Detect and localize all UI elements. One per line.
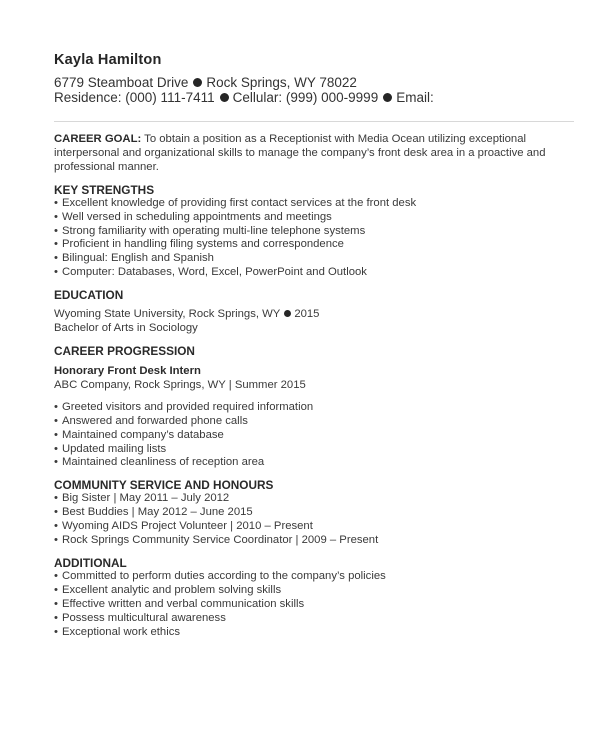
- bullet-icon: •: [54, 456, 58, 469]
- community-section: [54, 478, 574, 548]
- list-item-text: Well versed in scheduling appointments and meetings: [61, 210, 332, 223]
- bullet-icon: •: [54, 597, 58, 610]
- list-item-text: Computer: Databases, Word, Excel, PowerPoint and Outlook: [61, 266, 367, 279]
- job-duties-list: [54, 401, 574, 471]
- bullet-icon: •: [54, 520, 58, 533]
- list-item-text: Rock Springs Community Service Coordinator | 2009 – Present: [61, 534, 379, 547]
- list-item: [54, 401, 574, 415]
- list-item-text: Excellent knowledge of providing first contact services at the front desk: [61, 196, 417, 209]
- city: Rock Springs, WY 78022: [206, 75, 357, 90]
- contact-line-phones: [54, 90, 574, 105]
- education-heading: EDUCATION: [54, 288, 124, 303]
- bullet-icon: •: [54, 428, 58, 441]
- community-heading: COMMUNITY SERVICE AND HONOURS: [54, 478, 274, 493]
- list-item: [54, 492, 574, 506]
- bullet-icon: •: [54, 534, 58, 547]
- list-item: [54, 266, 574, 280]
- key-strengths-section: [54, 183, 574, 280]
- email-label: Email:: [396, 90, 434, 105]
- career-goal: [54, 133, 574, 175]
- cellular-phone: Cellular: (999) 000-9999: [232, 90, 379, 105]
- list-item-text: Big Sister | May 2011 – July 2012: [61, 492, 230, 505]
- key-strengths-list: [54, 197, 574, 280]
- list-item: [54, 429, 574, 443]
- list-item: [54, 225, 574, 239]
- education-section: [54, 288, 574, 336]
- bullet-icon: •: [54, 492, 58, 505]
- separator-dot-icon: [193, 78, 202, 87]
- job-title: Honorary Front Desk Intern: [54, 364, 201, 377]
- list-item-text: Proficient in handling filing systems and correspondence: [61, 238, 344, 251]
- bullet-icon: •: [54, 506, 58, 519]
- bullet-icon: •: [54, 196, 58, 209]
- list-item: [54, 456, 574, 470]
- education-year: 2015: [294, 308, 320, 321]
- address: 6779 Steamboat Drive: [54, 75, 189, 90]
- bullet-icon: •: [54, 611, 58, 624]
- list-item-text: Effective written and verbal communication skills: [61, 597, 305, 610]
- list-item-text: Bilingual: English and Spanish: [61, 252, 214, 265]
- list-item-text: Maintained company’s database: [61, 428, 224, 441]
- separator-dot-icon: [284, 310, 291, 317]
- bullet-icon: •: [54, 252, 58, 265]
- list-item: [54, 415, 574, 429]
- education-degree: Bachelor of Arts in Sociology: [54, 322, 198, 335]
- list-item: [54, 534, 574, 548]
- community-list: [54, 492, 574, 548]
- list-item: [54, 584, 574, 598]
- additional-section: [54, 556, 574, 640]
- contact-line-address: [54, 75, 574, 90]
- list-item-text: Answered and forwarded phone calls: [61, 414, 248, 427]
- additional-list: [54, 570, 574, 640]
- additional-heading: ADDITIONAL: [54, 555, 127, 570]
- bullet-icon: •: [54, 266, 58, 279]
- career-goal-text: To obtain a position as a Receptionist with Media Ocean utilizing exceptional interpersonal and organizational skills to manage the company’s front desk area in a proactive and professional manner.: [54, 133, 546, 173]
- list-item-text: Greeted visitors and provided required information: [61, 400, 314, 413]
- key-strengths-heading: KEY STRENGTHS: [54, 182, 155, 197]
- bullet-icon: •: [54, 400, 58, 413]
- bullet-icon: •: [54, 414, 58, 427]
- list-item: [54, 520, 574, 534]
- list-item-text: Maintained cleanliness of reception area: [61, 456, 265, 469]
- list-item: [54, 211, 574, 225]
- career-progression-section: [54, 344, 574, 470]
- list-item-text: Excellent analytic and problem solving skills: [61, 583, 282, 596]
- bullet-icon: •: [54, 224, 58, 237]
- career-goal-label: CAREER GOAL:: [54, 133, 142, 145]
- list-item-text: Best Buddies | May 2012 – June 2015: [61, 506, 253, 519]
- education-school-line: [54, 308, 574, 322]
- list-item-text: Exceptional work ethics: [61, 625, 181, 638]
- list-item-text: Updated mailing lists: [61, 442, 167, 455]
- list-item-text: Committed to perform duties according to the company’s policies: [61, 569, 386, 582]
- list-item: [54, 443, 574, 457]
- bullet-icon: •: [54, 238, 58, 251]
- list-item: [54, 238, 574, 252]
- bullet-icon: •: [54, 442, 58, 455]
- education-school: Wyoming State University, Rock Springs, WY: [54, 308, 281, 321]
- career-progression-heading: CAREER PROGRESSION: [54, 343, 195, 358]
- bullet-icon: •: [54, 210, 58, 223]
- list-item: [54, 252, 574, 266]
- separator-dot-icon: [383, 93, 392, 102]
- header-divider: [54, 121, 574, 122]
- candidate-name: Kayla Hamilton: [54, 52, 162, 68]
- list-item: [54, 570, 574, 584]
- bullet-icon: •: [54, 569, 58, 582]
- list-item-text: Strong familiarity with operating multi-line telephone systems: [61, 224, 366, 237]
- contact-block: [54, 75, 574, 105]
- list-item: [54, 506, 574, 520]
- list-item: [54, 626, 574, 640]
- list-item: [54, 197, 574, 211]
- list-item: [54, 598, 574, 612]
- list-item-text: Possess multicultural awareness: [61, 611, 226, 624]
- bullet-icon: •: [54, 583, 58, 596]
- list-item: [54, 612, 574, 626]
- list-item-text: Wyoming AIDS Project Volunteer | 2010 – Present: [61, 520, 313, 533]
- separator-dot-icon: [220, 93, 229, 102]
- bullet-icon: •: [54, 625, 58, 638]
- resume-body: [54, 133, 574, 639]
- residence-phone: Residence: (000) 111-7411: [54, 90, 215, 105]
- job-company: ABC Company, Rock Springs, WY | Summer 2015: [54, 378, 306, 391]
